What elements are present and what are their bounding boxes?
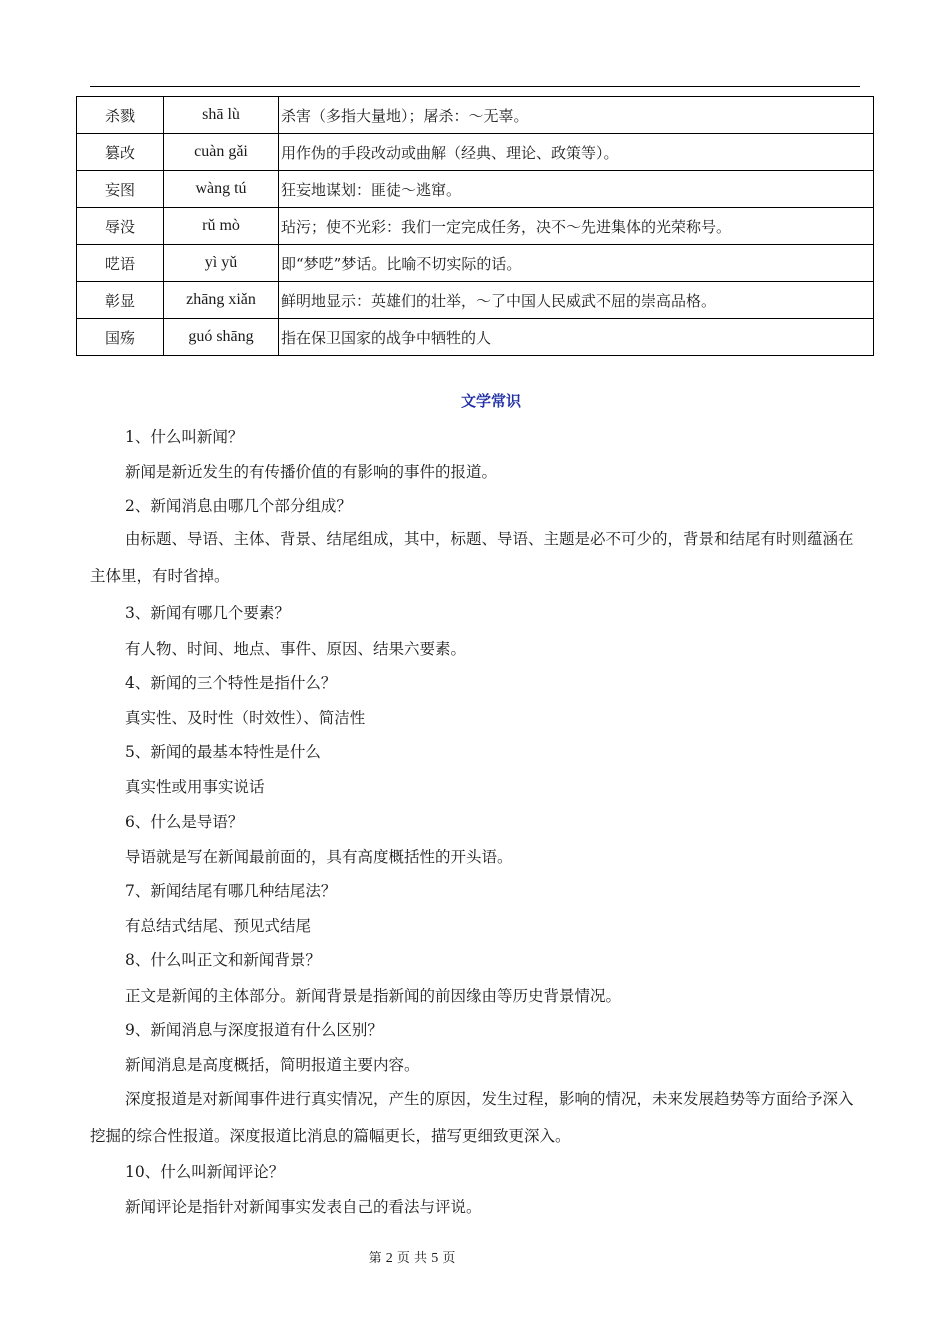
question-4: 4、新闻的三个特性是指什么？ <box>125 674 337 692</box>
vocab-definition: 杀害（多指大量地）；屠杀：～无辜。 <box>279 97 874 134</box>
question-8: 8、什么叫正文和新闻背景？ <box>125 951 321 969</box>
answer-4: 真实性、及时性（时效性）、简洁性 <box>125 709 366 727</box>
vocab-word: 篡改 <box>77 134 164 171</box>
question-2: 2、新闻消息由哪几个部分组成？ <box>125 497 352 515</box>
answer-5: 真实性或用事实说话 <box>125 778 265 796</box>
vocab-row <box>77 319 874 356</box>
answer-10: 新闻评论是指针对新闻事实发表自己的看法与评说。 <box>125 1198 482 1216</box>
footer-prefix: 第 <box>368 1251 382 1266</box>
question-5: 5、新闻的最基本特性是什么 <box>125 743 321 761</box>
vocab-word: 国殇 <box>77 319 164 356</box>
vocab-word: 辱没 <box>77 208 164 245</box>
footer-middle: 页 共 <box>396 1251 428 1266</box>
vocab-row <box>77 97 874 134</box>
answer-9a: 新闻消息是高度概括，简明报道主要内容。 <box>125 1056 420 1074</box>
section-title: 文学常识 <box>460 392 521 410</box>
answer-2: 由标题、导语、主体、背景、结尾组成，其中，标题、导语、主题是必不可少的，背景和结尾有时则蕴涵在主体里，有时省掉。 <box>90 530 854 585</box>
question-6: 6、什么是导语？ <box>125 813 244 831</box>
question-10: 10、什么叫新闻评论？ <box>125 1163 285 1181</box>
page-footer <box>0 1247 824 1267</box>
vocab-word: 呓语 <box>77 245 164 282</box>
vocab-row <box>77 282 874 319</box>
vocab-row <box>77 171 874 208</box>
vocab-table <box>76 96 874 356</box>
vocab-definition: 指在保卫国家的战争中牺牲的人 <box>279 319 874 356</box>
vocab-definition: 狂妄地谋划：匪徒～逃窜。 <box>279 171 874 208</box>
vocab-pinyin: rǔ mò <box>164 208 279 245</box>
question-9: 9、新闻消息与深度报道有什么区别？ <box>125 1021 383 1039</box>
header-rule <box>90 86 860 87</box>
question-7: 7、新闻结尾有哪几种结尾法？ <box>125 882 337 900</box>
vocab-row <box>77 134 874 171</box>
answer-9b: 深度报道是对新闻事件进行真实情况，产生的原因，发生过程，影响的情况，未来发展趋势等方面给予深入挖掘的综合性报道。深度报道比消息的篇幅更长，描写更细致更深入。 <box>90 1090 854 1145</box>
vocab-pinyin: yì yǔ <box>164 245 279 282</box>
vocab-definition: 即“梦呓”梦话。比喻不切实际的话。 <box>279 245 874 282</box>
footer-page-number: 2 <box>385 1251 393 1266</box>
answer-7: 有总结式结尾、预见式结尾 <box>125 917 312 935</box>
vocab-row <box>77 245 874 282</box>
footer-total-pages: 5 <box>431 1251 439 1266</box>
question-3: 3、新闻有哪几个要素？ <box>125 604 290 622</box>
question-1: 1、什么叫新闻？ <box>125 428 244 446</box>
vocab-pinyin: cuàn gǎi <box>164 134 279 171</box>
answer-6: 导语就是写在新闻最前面的，具有高度概括性的开头语。 <box>125 848 513 866</box>
vocab-pinyin: wàng tú <box>164 171 279 208</box>
vocab-row <box>77 208 874 245</box>
vocab-word: 彰显 <box>77 282 164 319</box>
vocab-word: 妄图 <box>77 171 164 208</box>
vocab-definition: 玷污；使不光彩：我们一定完成任务，决不～先进集体的光荣称号。 <box>279 208 874 245</box>
vocab-definition: 用作伪的手段改动或曲解（经典、理论、政策等）。 <box>279 134 874 171</box>
answer-1: 新闻是新近发生的有传播价值的有影响的事件的报道。 <box>125 463 498 481</box>
vocab-pinyin: guó shāng <box>164 319 279 356</box>
answer-8: 正文是新闻的主体部分。新闻背景是指新闻的前因缘由等历史背景情况。 <box>125 987 622 1005</box>
vocab-definition: 鲜明地显示：英雄们的壮举，～了中国人民威武不屈的崇高品格。 <box>279 282 874 319</box>
vocab-pinyin: shā lù <box>164 97 279 134</box>
answer-3: 有人物、时间、地点、事件、原因、结果六要素。 <box>125 640 467 658</box>
vocab-pinyin: zhāng xiǎn <box>164 282 279 319</box>
footer-suffix: 页 <box>442 1251 456 1266</box>
vocab-word: 杀戮 <box>77 97 164 134</box>
